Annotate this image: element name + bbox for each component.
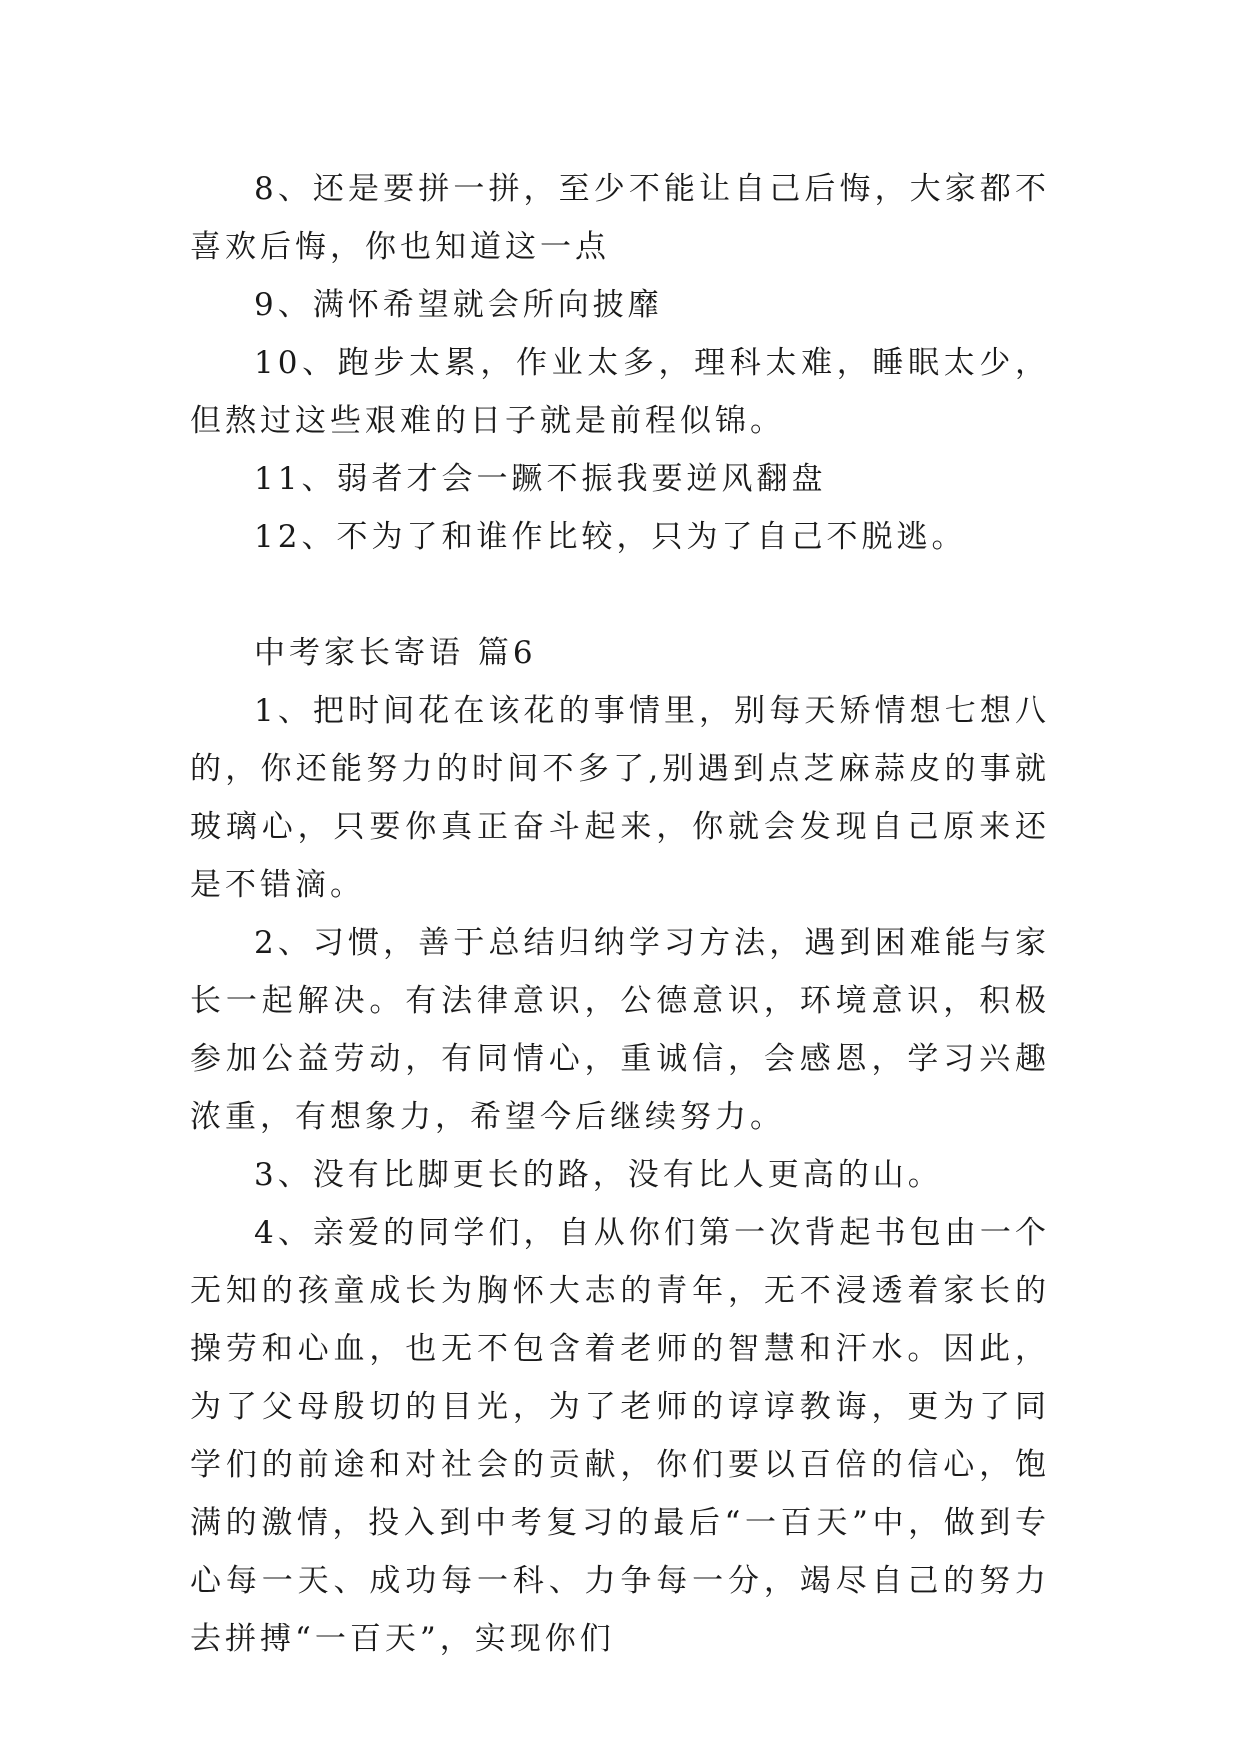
list-item: 12、不为了和谁作比较，只为了自己不脱逃。 (254, 519, 967, 555)
list-item: 3、没有比脚更长的路，没有比人更高的山。 (254, 1157, 943, 1193)
list-item: 10、跑步太累，作业太多，理科太难，睡眠太少，但熬过这些艰难的日子就是前程似锦。 (190, 345, 1050, 439)
section-heading: 中考家长寄语 篇6 (254, 635, 537, 671)
list-item: 11、弱者才会一蹶不振我要逆风翻盘 (254, 461, 827, 497)
list-item: 9、满怀希望就会所向披靡 (254, 287, 663, 323)
list-item: 1、把时间花在该花的事情里，别每天矫情想七想八的，你还能努力的时间不多了,别遇到点芝麻蒜皮的事就玻璃心，只要你真正奋斗起来，你就会发现自己原来还是不错滴。 (190, 693, 1050, 903)
list-item: 2、习惯，善于总结归纳学习方法，遇到困难能与家长一起解决。有法律意识，公德意识，环境意识，积极参加公益劳动，有同情心，重诚信，会感恩，学习兴趣浓重，有想象力，希望今后继续努力。 (190, 925, 1050, 1135)
list-item: 4、亲爱的同学们，自从你们第一次背起书包由一个无知的孩童成长为胸怀大志的青年，无不浸透着家长的操劳和心血，也无不包含着老师的智慧和汗水。因此，为了父母殷切的目光，为了老师的谆谆教诲，更为了同学们的前途和对社会的贡献，你们要以百倍的信心，饱满的激情，投入到中考复习的最后“一百天”中，做到专心每一天、成功每一科、力争每一分，竭尽自己的努力去拼搏“一百天”，实现你们 (190, 1215, 1050, 1657)
document-body (190, 160, 1050, 1668)
list-item: 8、还是要拼一拼，至少不能让自己后悔，大家都不喜欢后悔，你也知道这一点 (190, 171, 1050, 265)
